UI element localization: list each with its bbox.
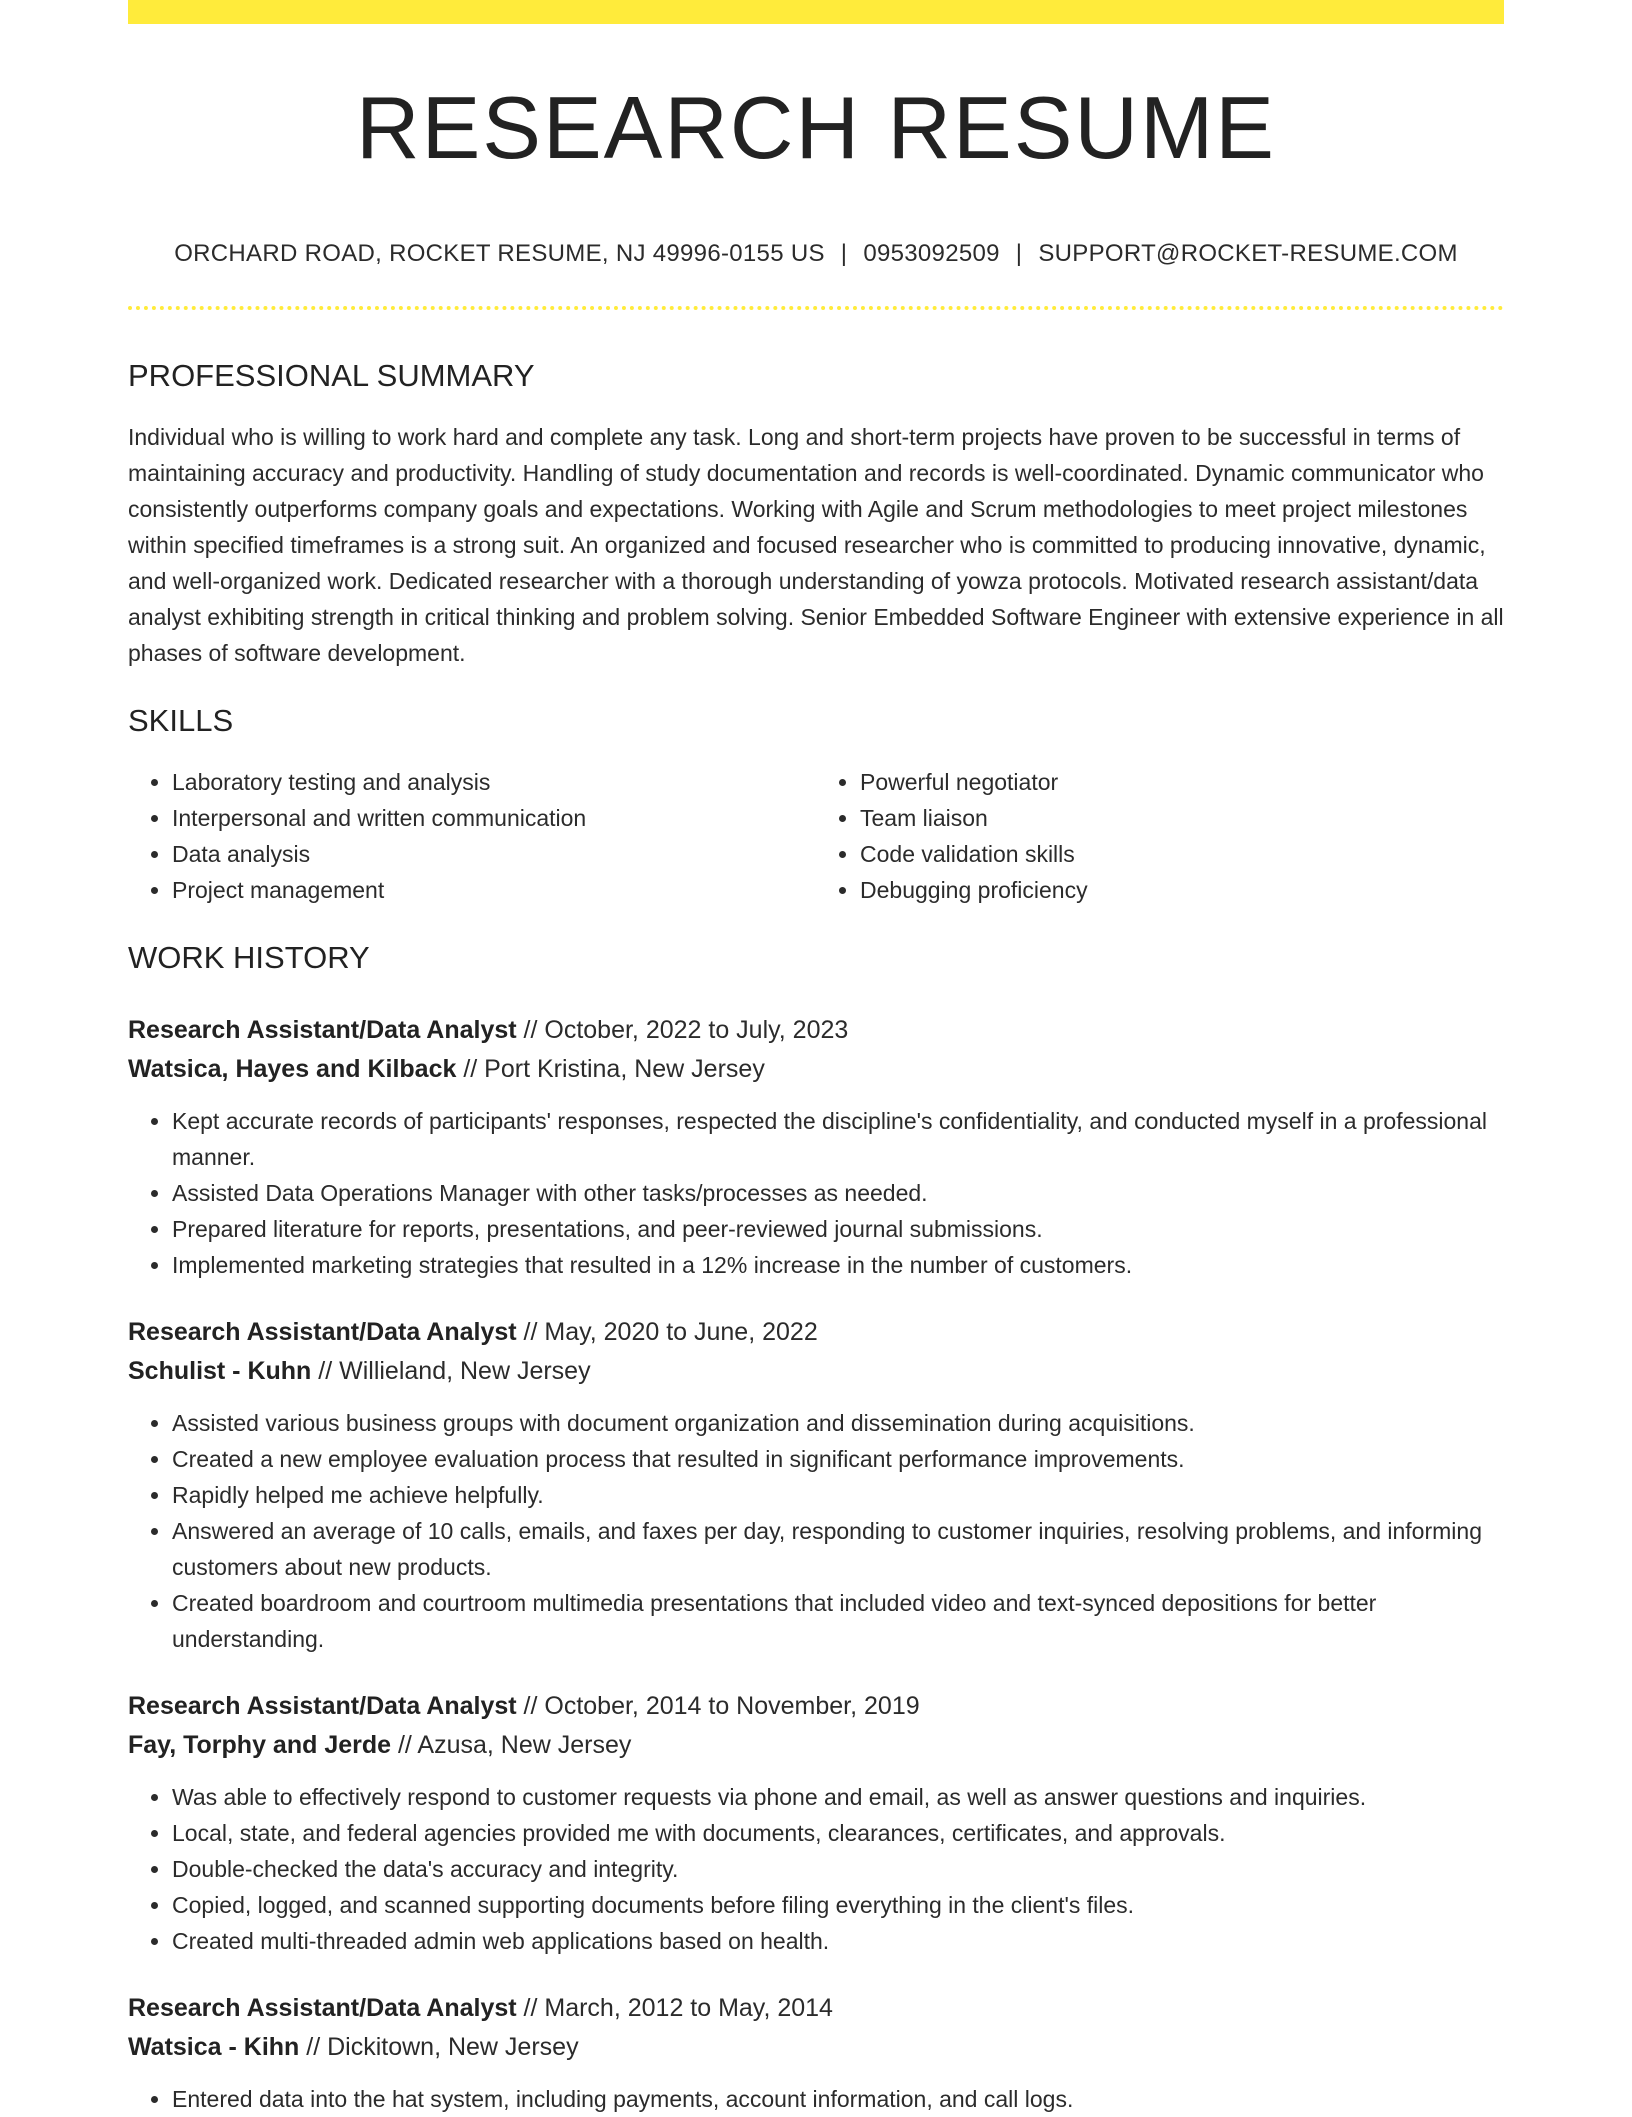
job-dates: // October, 2022 to July, 2023 [516, 1016, 849, 1044]
skills-left-list [128, 764, 816, 908]
job-company: Fay, Torphy and Jerde [128, 1731, 392, 1759]
job-bullet: • Was able to effectively respond to customer requests via phone and email, as well as answer questions and inquiries. [172, 1779, 1504, 1815]
resume-page [128, 0, 1504, 2117]
job-company: Watsica - Kihn [128, 2033, 300, 2061]
job-company-line [128, 2028, 1504, 2067]
work-history-heading: WORK HISTORY [128, 940, 370, 975]
job-location: // Dickitown, New Jersey [299, 2033, 579, 2061]
job-bullet: • Entered data into the hat system, including payments, account information, and call logs. [172, 2081, 1504, 2117]
job-title-line [128, 1687, 1504, 1726]
summary-heading: PROFESSIONAL SUMMARY [128, 358, 535, 393]
job-bullet: • Created multi-threaded admin web applications based on health. [172, 1923, 1504, 1959]
contact-line [128, 242, 1504, 266]
skills-heading: SKILLS [128, 703, 234, 738]
job-title: Research Assistant/Data Analyst [128, 1994, 517, 2022]
job-bullet: • Local, state, and federal agencies provided me with documents, clearances, certificates, and approvals. [172, 1815, 1504, 1851]
job-location: // Azusa, New Jersey [391, 1731, 632, 1759]
separator: | [840, 240, 848, 267]
job-bullet: • Answered an average of 10 calls, emails, and faxes per day, responding to customer inquiries, resolving problems, and informing customers about new products. [172, 1513, 1504, 1585]
job-dates: // May, 2020 to June, 2022 [516, 1318, 818, 1346]
skill-item: • Laboratory testing and analysis [172, 764, 816, 800]
job-dates: // October, 2014 to November, 2019 [516, 1692, 920, 1720]
job-company: Schulist - Kuhn [128, 1357, 312, 1385]
job-location: // Willieland, New Jersey [311, 1357, 591, 1385]
phone: 0953092509 [863, 240, 1000, 267]
job-entry [128, 1989, 1504, 2117]
job-bullets [128, 1405, 1504, 1657]
job-title: Research Assistant/Data Analyst [128, 1016, 517, 1044]
job-company-line [128, 1050, 1504, 1089]
skill-item: • Debugging proficiency [860, 872, 1504, 908]
job-bullet: • Assisted Data Operations Manager with other tasks/processes as needed. [172, 1175, 1504, 1211]
job-dates: // March, 2012 to May, 2014 [516, 1994, 833, 2022]
address: ORCHARD ROAD, ROCKET RESUME, NJ 49996-0155 US [174, 240, 825, 267]
job-bullet: • Created boardroom and courtroom multimedia presentations that included video and text-synced depositions for better understanding. [172, 1585, 1504, 1657]
job-bullet: • Kept accurate records of participants' responses, respected the discipline's confidentiality, and conducted myself in a professional manner. [172, 1103, 1504, 1175]
skills-right-list [816, 764, 1504, 908]
job-company: Watsica, Hayes and Kilback [128, 1055, 457, 1083]
accent-top-bar [128, 0, 1504, 24]
job-bullet: • Rapidly helped me achieve helpfully. [172, 1477, 1504, 1513]
job-company-line [128, 1726, 1504, 1765]
summary-text: Individual who is willing to work hard and complete any task. Long and short-term projects have proven to be successful in terms of maintaining accuracy and productivity. Handling of study documentation and records is well-coordinated. Dynamic communicator who consistently outperforms company goals and expectations. Working with Agile and Scrum methodologies to meet project milestones within specified timeframes is a strong suit. An organized and focused researcher who is committed to producing innovative, dynamic, and well-organized work. Dedicated researcher with a thorough understanding of yowza protocols. Motivated research assistant/data analyst exhibiting strength in critical thinking and problem solving. Senior Embedded Software Engineer with extensive experience in all phases of software development. [128, 424, 1504, 666]
job-bullet: • Prepared literature for reports, presentations, and peer-reviewed journal submissions. [172, 1211, 1504, 1247]
job-location: // Port Kristina, New Jersey [456, 1055, 765, 1083]
skills-columns [128, 764, 1504, 908]
job-title-line [128, 1989, 1504, 2028]
skill-item: • Powerful negotiator [860, 764, 1504, 800]
job-title-line [128, 1313, 1504, 1352]
skill-item: • Code validation skills [860, 836, 1504, 872]
skill-item: • Team liaison [860, 800, 1504, 836]
job-title: Research Assistant/Data Analyst [128, 1318, 517, 1346]
job-entry [128, 1687, 1504, 1959]
job-entry [128, 1313, 1504, 1657]
job-bullets [128, 1779, 1504, 1959]
separator: | [1015, 240, 1023, 267]
skill-item: • Project management [172, 872, 816, 908]
job-bullet: • Assisted various business groups with document organization and dissemination during acquisitions. [172, 1405, 1504, 1441]
skill-item: • Interpersonal and written communication [172, 800, 816, 836]
job-title-line [128, 1011, 1504, 1050]
job-entry [128, 1011, 1504, 1283]
job-company-line [128, 1352, 1504, 1391]
skill-item: • Data analysis [172, 836, 816, 872]
dotted-divider [128, 306, 1504, 310]
job-bullets [128, 1103, 1504, 1283]
job-bullet: • Created a new employee evaluation process that resulted in significant performance improvements. [172, 1441, 1504, 1477]
job-title: Research Assistant/Data Analyst [128, 1692, 517, 1720]
job-bullet: • Implemented marketing strategies that resulted in a 12% increase in the number of customers. [172, 1247, 1504, 1283]
resume-title: RESEARCH RESUME [356, 78, 1276, 177]
job-bullet: • Double-checked the data's accuracy and integrity. [172, 1851, 1504, 1887]
job-bullet: • Copied, logged, and scanned supporting documents before filing everything in the client's files. [172, 1887, 1504, 1923]
email-link[interactable]: SUPPORT@ROCKET-RESUME.COM [1038, 240, 1458, 267]
